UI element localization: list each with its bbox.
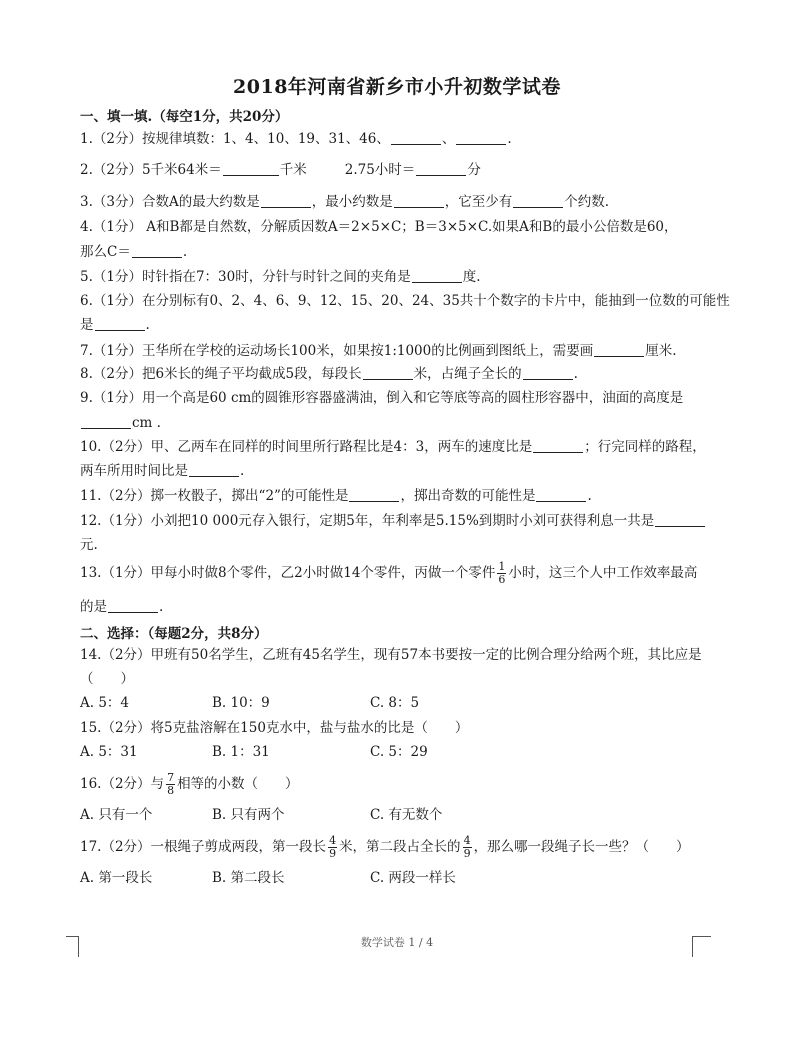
exam-title: 2018年河南省新乡市小升初数学试卷 bbox=[233, 76, 561, 98]
answer-blank[interactable] bbox=[108, 598, 158, 613]
option-c[interactable]: C. 有无数个 bbox=[370, 807, 443, 823]
answer-blank[interactable] bbox=[412, 268, 462, 283]
answer-blank[interactable] bbox=[456, 130, 506, 145]
option-b[interactable]: B. 1：31 bbox=[212, 744, 270, 760]
option-b[interactable]: B. 只有两个 bbox=[212, 807, 285, 823]
answer-blank[interactable] bbox=[536, 487, 586, 502]
answer-blank[interactable] bbox=[95, 316, 145, 331]
answer-blank[interactable] bbox=[261, 193, 311, 208]
question-4-continued: 那么C＝ . bbox=[80, 244, 188, 260]
question-2: 2.（2分）5千米64米＝ 千米 2.75小时＝ 分 bbox=[80, 162, 481, 178]
answer-blank[interactable] bbox=[594, 342, 644, 357]
fraction: $\frac{7}{8}$ bbox=[167, 771, 175, 797]
question-6-continued: 是 . bbox=[80, 317, 150, 333]
question-10: 10.（2分）甲、乙两车在同样的时间里所行路程比是4：3，两车的速度比是 ；行完同样的路程， bbox=[80, 439, 706, 455]
fraction: $\frac{4}{9}$ bbox=[329, 834, 337, 860]
option-a[interactable]: A. 第一段长 bbox=[80, 870, 153, 886]
question-6: 6.（1分）在分别标有0、2、4、6、9、12、15、20、24、35共十个数字的卡片中，能抽到一位数的可能性 bbox=[80, 293, 730, 309]
question-15-options bbox=[80, 743, 480, 761]
question-15: 15.（2分）将5克盐溶解在150克水中，盐与盐水的比是（ ） bbox=[80, 720, 469, 736]
option-a[interactable]: A. 5：31 bbox=[80, 744, 138, 760]
question-13-continued: 的是 . bbox=[80, 599, 164, 615]
answer-blank[interactable] bbox=[223, 161, 279, 176]
question-12-continued: 元. bbox=[80, 537, 98, 553]
answer-blank[interactable] bbox=[189, 462, 239, 477]
fraction: $\frac{4}{9}$ bbox=[463, 834, 471, 860]
question-14-paren: （ ） bbox=[80, 671, 134, 687]
option-b[interactable]: B. 第二段长 bbox=[212, 870, 285, 886]
option-a[interactable]: A. 只有一个 bbox=[80, 807, 153, 823]
answer-blank[interactable] bbox=[349, 487, 399, 502]
option-c[interactable]: C. 8：5 bbox=[370, 695, 420, 711]
question-10-continued: 两车所用时间比是 . bbox=[80, 463, 245, 479]
answer-blank[interactable] bbox=[513, 193, 563, 208]
option-c[interactable]: C. 5：29 bbox=[370, 744, 428, 760]
question-14: 14.（2分）甲班有50名学生，乙班有45名学生，现有57本书要按一定的比例合理分给两个班，其比应是 bbox=[80, 647, 702, 663]
question-17-options bbox=[80, 869, 500, 887]
question-13: 13.（1分）甲每小时做8个零件，乙2小时做14个零件，丙做一个零件 $\frac{1}{6}$ 小时，这三个人中工作效率最高 bbox=[80, 560, 698, 586]
question-16: 16.（2分）与 $\frac{7}{8}$ 相等的小数（ ） bbox=[80, 771, 299, 797]
question-7: 7.（1分）王华所在学校的运动场长100米，如果按1:1000的比例画到图纸上，需要画 厘米. bbox=[80, 343, 677, 359]
option-b[interactable]: B. 10：9 bbox=[212, 695, 270, 711]
option-c[interactable]: C. 两段一样长 bbox=[370, 870, 456, 886]
section-fill-in-heading: 一、填一填.（每空1分，共20分） bbox=[80, 109, 289, 125]
question-14-options bbox=[80, 694, 480, 712]
question-3: 3.（3分）合数A的最大约数是 ，最小约数是 ，它至少有 个约数. bbox=[80, 194, 610, 210]
question-17: 17.（2分）一根绳子剪成两段，第一段长 $\frac{4}{9}$ 米，第二段占全长的 $\frac{4}{9}$ ，那么哪一段绳子长一些？（ ） bbox=[80, 834, 690, 860]
answer-blank[interactable] bbox=[416, 161, 466, 176]
answer-blank[interactable] bbox=[132, 243, 182, 258]
section-choice-heading: 二、选择：（每题2分，共8分） bbox=[80, 626, 268, 642]
answer-blank[interactable] bbox=[523, 365, 573, 380]
page-footer: 数学试卷 1 / 4 bbox=[360, 936, 434, 949]
answer-blank[interactable] bbox=[655, 512, 705, 527]
question-16-options bbox=[80, 806, 480, 824]
question-1: 1.（2分）按规律填数：1、4、10、19、31、46、 、 . bbox=[80, 131, 512, 147]
question-5: 5.（1分）时针指在7：30时，分针与时针之间的夹角是 度. bbox=[80, 269, 481, 285]
question-11: 11.（2分）掷一枚骰子，掷出“2”的可能性是 ，掷出奇数的可能性是 . bbox=[80, 488, 592, 504]
fraction: $\frac{1}{6}$ bbox=[498, 560, 506, 586]
question-9: 9.（1分）用一个高是60 cm的圆锥形容器盛满油，倒入和它等底等高的圆柱形容器中，油面的高度是 bbox=[80, 390, 684, 406]
question-9-continued: cm . bbox=[80, 414, 161, 432]
answer-blank[interactable] bbox=[533, 438, 583, 453]
question-8: 8.（2分）把6米长的绳子平均截成5段，每段长 米，占绳子全长的 . bbox=[80, 366, 578, 382]
answer-blank[interactable] bbox=[81, 414, 131, 429]
question-12: 12.（1分）小刘把10 000元存入银行，定期5年，年利率是5.15%到期时小刘可获得利息一共是 bbox=[80, 512, 706, 530]
answer-blank[interactable] bbox=[363, 365, 413, 380]
question-4: 4.（1分） A和B都是自然数，分解质因数A＝2×5×C；B＝3×5×C.如果A和B的最小公倍数是60， bbox=[80, 219, 678, 235]
answer-blank[interactable] bbox=[394, 193, 444, 208]
option-a[interactable]: A. 5：4 bbox=[80, 695, 130, 711]
answer-blank[interactable] bbox=[391, 130, 441, 145]
